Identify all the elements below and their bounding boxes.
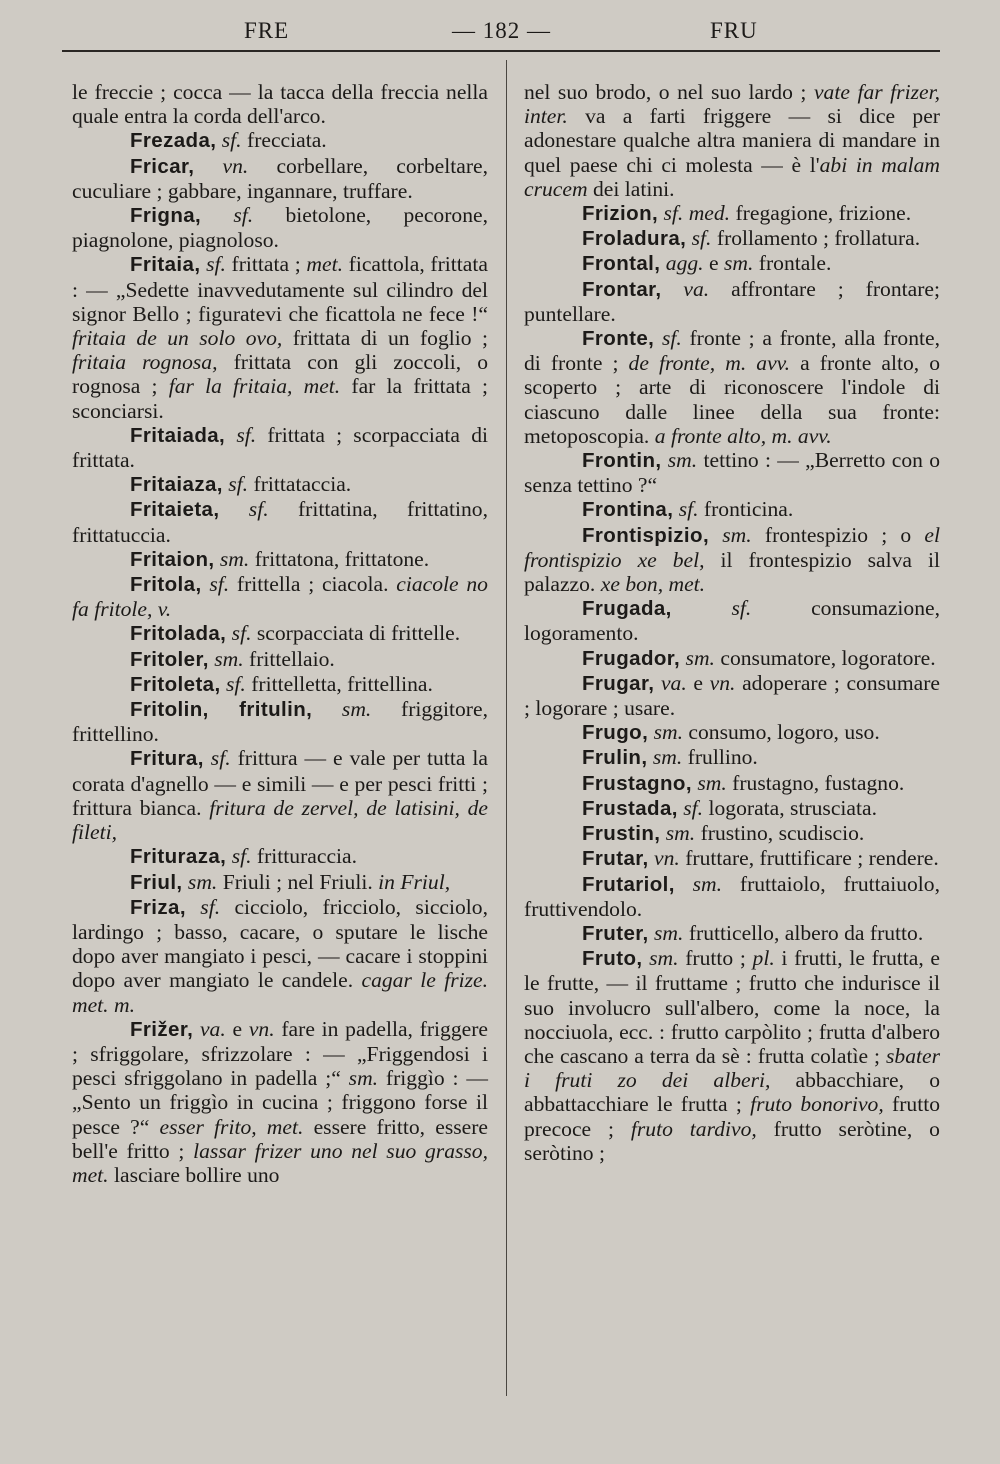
- grammar-label: sm.: [723, 251, 754, 276]
- headword: Frigna,: [130, 204, 202, 228]
- headword: Frizion,: [582, 202, 659, 226]
- dictionary-entry: [524, 796, 940, 821]
- right-column: [524, 80, 940, 1165]
- phrase: sm.: [348, 1066, 379, 1091]
- definition: frustino, scudiscio.: [700, 821, 865, 846]
- grammar-label: sf.: [206, 252, 226, 277]
- definition: consumatore, logoratore.: [720, 645, 936, 670]
- definition: abbacchiare, o abbattacchiare le frutta ;: [524, 1068, 940, 1117]
- dictionary-entry: [524, 745, 940, 770]
- grammar-label: vn.: [248, 1016, 275, 1041]
- grammar-label: sf.: [221, 128, 242, 153]
- definition: Friuli ;: [222, 869, 283, 894]
- dictionary-entry: [524, 671, 940, 720]
- headword: Fruter,: [582, 921, 649, 945]
- grammar-label: sm.: [652, 745, 683, 770]
- headword: Frugador,: [582, 646, 681, 670]
- headword: Frustada,: [582, 796, 678, 820]
- phrase: de fronte, m. avv.: [628, 351, 791, 376]
- definition: fronticina.: [703, 497, 794, 522]
- definition: frutto seròtine, o seròtino ;: [524, 1116, 940, 1165]
- dictionary-entry: [524, 523, 940, 597]
- headword: Frugar,: [582, 671, 655, 695]
- page-number: — 182 —: [452, 18, 551, 43]
- grammar-label: va.: [199, 1016, 226, 1041]
- definition: frutto precoce ;: [524, 1092, 941, 1141]
- grammar-label: sf.: [233, 203, 254, 228]
- grammar-label: vn.: [222, 153, 249, 178]
- definition: consumo, logoro, uso.: [688, 720, 880, 745]
- headword: Friul,: [130, 870, 183, 894]
- definition: logorata, strusciata.: [708, 795, 877, 820]
- definition: lasciare bollire uno: [113, 1162, 280, 1187]
- headword: Fritaia,: [130, 253, 201, 277]
- definition: fregagione, frizione.: [735, 201, 912, 226]
- grammar-label: sm.: [665, 821, 696, 846]
- dictionary-entry: [524, 448, 940, 497]
- definition: e: [232, 1016, 243, 1041]
- headword: Frustin,: [582, 822, 661, 846]
- headword: Friza,: [130, 895, 186, 919]
- grammar-label: sf. med.: [663, 201, 731, 226]
- headword: Fruto,: [582, 947, 643, 971]
- headword: Frugo,: [582, 721, 649, 745]
- phrase: fritaia rognosa,: [72, 350, 218, 375]
- grammar-label: sm.: [341, 697, 372, 722]
- definition: frittataccia.: [253, 472, 352, 497]
- definition: a fronte alto, o scoperto ; arte di riconoscere l'indole di ciascuno dalle linee della sua fronte: metoposcopia.: [524, 351, 941, 448]
- phrase: fritaia de un solo ovo,: [72, 326, 283, 351]
- headword: Frustagno,: [582, 771, 692, 795]
- grammar-label: sf.: [209, 572, 230, 597]
- grammar-label: sf.: [236, 422, 257, 447]
- grammar-label: sm.: [214, 646, 244, 671]
- headword: Froladura,: [582, 227, 687, 251]
- dictionary-entry: [524, 226, 940, 251]
- grammar-label: sf.: [683, 795, 704, 820]
- definition: nel suo brodo, o nel suo lardo ;: [524, 80, 807, 104]
- grammar-label: vn.: [654, 846, 680, 871]
- headword: Frontina,: [582, 498, 674, 522]
- grammar-label: sm.: [219, 546, 250, 571]
- definition: corbellare, corbeltare, cuculiare ; gabbare, ingannare, truffare.: [72, 153, 489, 203]
- phrase: in Friul,: [378, 869, 451, 894]
- headword: Fritaion,: [130, 547, 215, 571]
- grammar-label: sf.: [691, 226, 712, 251]
- definition: e: [708, 251, 719, 276]
- definition: adoperare ; consumare ; logorare ; usare.: [524, 670, 941, 721]
- definition: e: [693, 670, 703, 695]
- definition: tettino : — „Berretto con o senza tettino ?“: [524, 448, 940, 498]
- dictionary-entry: [72, 128, 488, 153]
- dictionary-entry: [524, 821, 940, 846]
- definition: frustagno, fustagno.: [732, 770, 905, 795]
- definition: fruttare, fruttificare ; rendere.: [685, 846, 939, 871]
- headword: Fritaieta,: [130, 498, 220, 522]
- definition: far la frittata ; sconciarsi.: [72, 374, 488, 423]
- left-column: [72, 80, 488, 1187]
- definition: frittatina, frittatino, frittatuccia.: [72, 497, 488, 547]
- dictionary-entry: [72, 547, 488, 572]
- dictionary-entry: [524, 872, 940, 921]
- definition: frollamento ; frollatura.: [716, 226, 921, 251]
- grammar-label: sm.: [697, 770, 727, 795]
- continuation-text: le freccie ; cocca — la tacca della freccia nella quale entra la corda dell'arco.: [72, 80, 488, 129]
- left-entries: [72, 128, 488, 1187]
- dictionary-entry: [524, 771, 940, 796]
- headword: Frugada,: [582, 597, 672, 621]
- grammar-label: sm.: [685, 645, 715, 670]
- phrase: fritura de zervel, de latisini, de fileti,: [72, 795, 488, 845]
- dictionary-entry: [72, 497, 488, 546]
- dictionary-entry: [72, 746, 488, 844]
- phrase: fruto tardivo,: [630, 1116, 757, 1141]
- phrase: vate far frizer, inter.: [524, 80, 940, 129]
- dictionary-entry: [72, 844, 488, 869]
- dictionary-entry: [524, 277, 940, 326]
- grammar-label: sf.: [678, 497, 699, 522]
- grammar-label: sf.: [200, 894, 221, 919]
- headword: Frontispizio,: [582, 523, 710, 547]
- dictionary-entry: [72, 154, 488, 203]
- grammar-label: pl.: [752, 946, 775, 971]
- phrase: a fronte alto, m. avv.: [654, 423, 832, 448]
- grammar-label: sf.: [228, 472, 249, 497]
- dictionary-entry: [72, 672, 488, 697]
- definition: i frutti, le frutta, e le frutte, — il fruttame ; frutto che indurisce il suo involucro sull'albero, come la noce, la nocciuola, ecc. : frutto carpòlito ; frutta d'albero che cascano a terra da sè : frutta colatìe ;: [524, 946, 940, 1068]
- definition: fritturaccia.: [256, 844, 358, 869]
- dictionary-entry: [72, 472, 488, 497]
- grammar-label: sm.: [187, 869, 218, 894]
- dictionary-entry: [72, 870, 488, 895]
- headword: Fritola,: [130, 573, 202, 597]
- dictionary-entry: [72, 621, 488, 646]
- grammar-label: sf.: [731, 596, 752, 621]
- definition: dei latini.: [592, 176, 675, 201]
- phrase: far la fritaia, met.: [168, 374, 341, 399]
- grammar-label: sf.: [661, 326, 682, 351]
- headword: Frontin,: [582, 449, 662, 473]
- grammar-label: sf.: [225, 671, 246, 696]
- headword: Fritaiada,: [130, 423, 226, 447]
- dictionary-entry: [72, 647, 488, 672]
- definition: va a farti friggere — si dice per adonestare qualche altra maniera di mandare in quel paese chi ci molesta — è l': [524, 104, 940, 177]
- headword: Fricar,: [130, 154, 195, 178]
- dictionary-entry: [72, 1017, 488, 1187]
- dictionary-entry: [524, 201, 940, 226]
- definition: frontale.: [758, 251, 832, 276]
- definition: fruttaiolo, fruttaiuolo, fruttivendolo.: [524, 871, 940, 921]
- headword: Fronte,: [582, 327, 655, 351]
- definition: frittata ;: [231, 252, 301, 277]
- headword: Frontar,: [582, 277, 662, 301]
- phrase: xe bon, met.: [600, 572, 706, 597]
- definition: frittata di un foglio ;: [292, 326, 488, 351]
- dictionary-entry: [524, 720, 940, 745]
- definition: frullino.: [687, 745, 758, 770]
- headword: Fritura,: [130, 747, 204, 771]
- headword: Frutariol,: [582, 872, 675, 896]
- phrase: sbater i fruti zo dei alberi,: [524, 1043, 940, 1093]
- dictionary-entry: [72, 423, 488, 472]
- header-rule: [62, 50, 940, 52]
- definition: fronte ;: [689, 326, 755, 351]
- phrase: abi in malam crucem: [524, 152, 941, 201]
- dictionary-entry: [524, 921, 940, 946]
- definition: scorpacciata di frittelle.: [256, 621, 461, 646]
- grammar-label: sf.: [231, 621, 252, 646]
- dictionary-entry: [72, 697, 488, 746]
- headword: Fritoleta,: [130, 672, 221, 696]
- grammar-label: sm.: [649, 946, 679, 971]
- grammar-label: agg.: [665, 251, 704, 276]
- definition: cicciolo, fricciolo, sicciolo, lardingo ;: [72, 894, 488, 944]
- definition: basso, cacare, o sputare le lische dopo aver mangiato i pesci, — cacare i stoppini dopo aver mangiato le candele.: [72, 919, 488, 993]
- definition: frittata con gli zoccoli, o rognosa ;: [72, 350, 488, 399]
- definition: frutticello, albero da frutto.: [688, 920, 924, 945]
- definition: fare in padella, friggere ; sfriggolare, sfrizzolare : — „Friggendosi i pesci sfriggolano in padella ;“: [72, 1016, 489, 1091]
- headword: Frulin,: [582, 746, 648, 770]
- definition: frittata ; scorpacciata di frittata.: [72, 422, 488, 473]
- grammar-label: sf.: [210, 746, 231, 771]
- dictionary-entry: [524, 251, 940, 276]
- definition: friggitore, frittellino.: [72, 697, 488, 747]
- grammar-label: sm.: [653, 720, 683, 745]
- headword: Frituraza,: [130, 845, 227, 869]
- definition: frecciata.: [247, 128, 327, 153]
- header-left-guide-word: FRE: [244, 18, 290, 43]
- definition: nel Friuli.: [287, 869, 373, 894]
- headword: Frižer,: [130, 1017, 194, 1041]
- dictionary-entry: [72, 895, 488, 1017]
- definition: ciacola.: [321, 572, 389, 597]
- definition: a fronte, alla fronte, di fronte ;: [524, 326, 940, 376]
- definition: il frontespizio salva il palazzo.: [524, 547, 941, 597]
- grammar-label: sf.: [248, 497, 269, 522]
- grammar-label: sm.: [692, 871, 723, 896]
- definition: frittella ;: [236, 572, 315, 597]
- definition: o: [900, 522, 912, 547]
- dictionary-entry: [524, 646, 940, 671]
- phrase: lassar frizer uno nel suo grasso, met.: [72, 1138, 488, 1187]
- dictionary-entry: [72, 203, 488, 252]
- definition: friggìo : — „Sento un friggìo in cucina ; friggono forse il pesce ?“: [72, 1066, 488, 1139]
- dictionary-entry: [524, 326, 940, 448]
- headword: Fritoler,: [130, 647, 209, 671]
- definition: frittellaio.: [249, 646, 335, 671]
- definition: ficattola, frittata : — „Sedette inavvedutamente sul cilindro del signor Bello ; figuratevi che ficattola ne fece !“: [72, 252, 488, 326]
- phrase: ciacole no fa fritole, v.: [72, 572, 488, 622]
- definition: bietolone, pecorone, piagnolone, piagnoloso.: [72, 203, 488, 253]
- headword: Fritaiaza,: [130, 473, 223, 497]
- headword: Frezada,: [130, 129, 217, 153]
- right-entries: [524, 201, 940, 1165]
- header-right-guide-word: FRU: [710, 18, 758, 43]
- definition: essere fritto, essere bell'e fritto ;: [72, 1114, 489, 1163]
- dictionary-entry: [524, 846, 940, 871]
- grammar-label: va.: [660, 670, 687, 695]
- definition: frittura — e vale per tutta la corata d'agnello — e simili — e per pesci fritti ;: [72, 746, 488, 796]
- phrase: cagar le frize. met. m.: [72, 968, 488, 1017]
- continuation-text: [524, 80, 940, 201]
- column-divider: [506, 60, 507, 1396]
- phrase: fruto bonorivo,: [750, 1092, 884, 1117]
- definition: frittelletta, frittellina.: [251, 671, 433, 696]
- headword: Frutar,: [582, 847, 649, 871]
- grammar-label: sm.: [654, 920, 684, 945]
- grammar-label: sm.: [722, 522, 752, 547]
- dictionary-entry: [72, 252, 488, 422]
- definition: consumazione, logoramento.: [524, 596, 940, 646]
- dictionary-entry: [524, 946, 940, 1165]
- headword: Frontal,: [582, 252, 661, 276]
- grammar-label: sm.: [667, 448, 698, 473]
- dictionary-entry: [72, 572, 488, 621]
- definition: frittatona, frittatone.: [254, 546, 430, 571]
- dictionary-entry: [524, 497, 940, 522]
- headword: Fritolin, fritulin,: [130, 698, 313, 722]
- headword: Fritolada,: [130, 622, 227, 646]
- grammar-label: sf.: [231, 844, 252, 869]
- phrase: esser frito, met.: [159, 1114, 304, 1139]
- definition: frittura bianca.: [72, 795, 202, 820]
- definition: frutto ;: [685, 946, 746, 971]
- dictionary-entry: [524, 596, 940, 645]
- definition: affrontare ; frontare; puntellare.: [524, 276, 940, 326]
- phrase: el frontispizio xe bel,: [524, 522, 941, 572]
- grammar-label: met.: [306, 252, 343, 277]
- definition: frontespizio ;: [764, 522, 888, 547]
- page-header: [60, 18, 940, 48]
- grammar-label: va.: [683, 276, 710, 301]
- grammar-label: vn.: [709, 670, 736, 695]
